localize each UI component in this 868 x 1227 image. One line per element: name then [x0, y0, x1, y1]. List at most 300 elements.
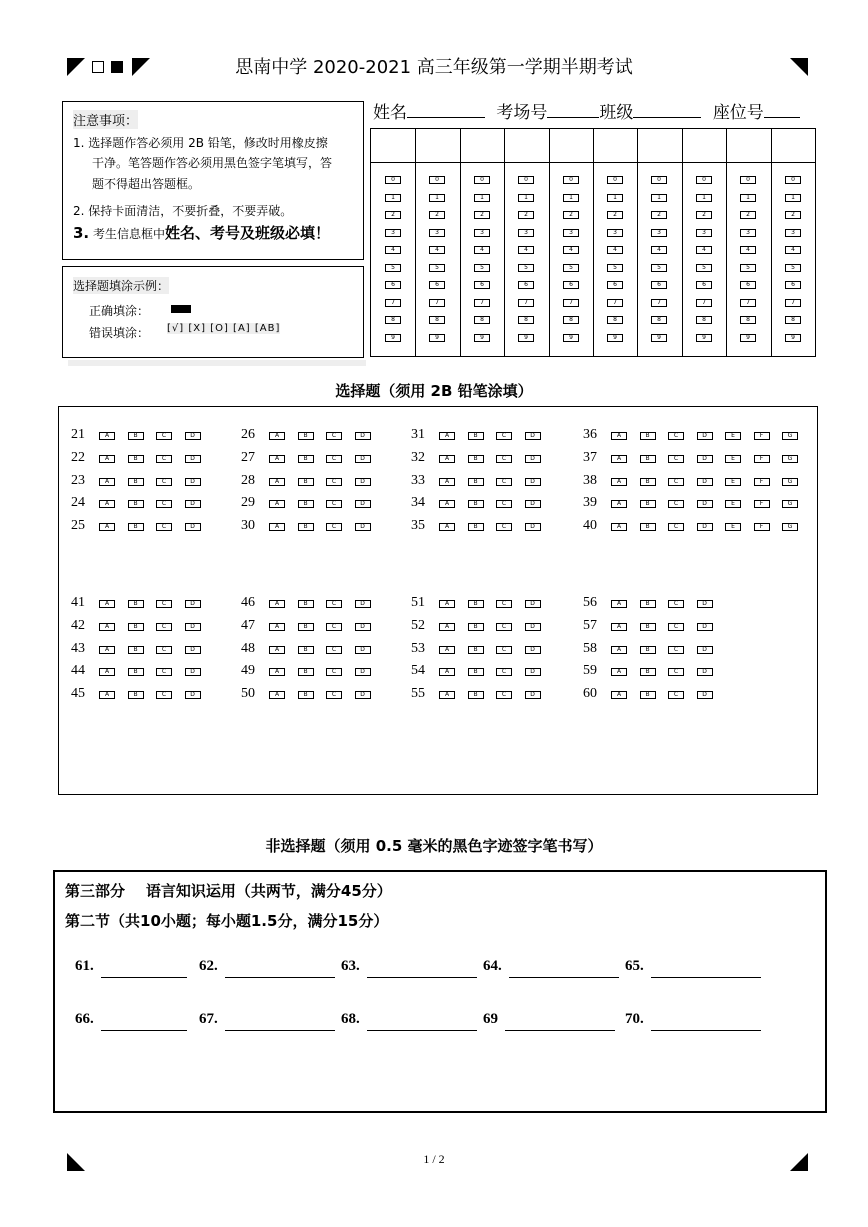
id-digit-bubble[interactable]: 5	[785, 264, 801, 272]
answer-option-bubble[interactable]: C	[326, 691, 342, 699]
id-digit-bubble[interactable]: 3	[474, 229, 490, 237]
answer-option-bubble[interactable]: B	[640, 478, 656, 486]
answer-option-bubble[interactable]: C	[496, 623, 512, 631]
answer-option-bubble[interactable]: A	[99, 668, 115, 676]
class-field[interactable]	[633, 117, 701, 118]
id-digit-bubble[interactable]: 9	[563, 334, 579, 342]
answer-option-bubble[interactable]: D	[185, 523, 201, 531]
id-digit-bubble[interactable]: 5	[607, 264, 623, 272]
answer-option-bubble[interactable]: D	[697, 500, 713, 508]
answer-blank-line[interactable]	[101, 1030, 187, 1031]
answer-option-bubble[interactable]: C	[668, 668, 684, 676]
answer-option-bubble[interactable]: C	[668, 646, 684, 654]
id-digit-bubble[interactable]: 2	[518, 211, 534, 219]
answer-option-bubble[interactable]: E	[725, 523, 741, 531]
answer-blank-line[interactable]	[651, 977, 761, 978]
answer-option-bubble[interactable]: A	[99, 523, 115, 531]
id-digit-bubble[interactable]: 4	[607, 246, 623, 254]
id-digit-bubble[interactable]: 7	[785, 299, 801, 307]
answer-option-bubble[interactable]: D	[355, 646, 371, 654]
id-digit-bubble[interactable]: 8	[785, 316, 801, 324]
id-digit-bubble[interactable]: 3	[785, 229, 801, 237]
answer-option-bubble[interactable]: A	[439, 455, 455, 463]
answer-blank-line[interactable]	[225, 1030, 335, 1031]
answer-option-bubble[interactable]: A	[611, 668, 627, 676]
answer-option-bubble[interactable]: D	[697, 455, 713, 463]
answer-option-bubble[interactable]: B	[128, 691, 144, 699]
answer-option-bubble[interactable]: A	[611, 455, 627, 463]
id-digit-bubble[interactable]: 9	[607, 334, 623, 342]
answer-option-bubble[interactable]: A	[99, 623, 115, 631]
answer-option-bubble[interactable]: A	[439, 523, 455, 531]
id-digit-bubble[interactable]: 5	[429, 264, 445, 272]
id-digit-bubble[interactable]: 9	[474, 334, 490, 342]
answer-blank-label: 63.	[341, 958, 360, 974]
answer-option-bubble[interactable]: C	[496, 600, 512, 608]
answer-option-bubble[interactable]: B	[640, 691, 656, 699]
answer-option-bubble[interactable]: C	[668, 455, 684, 463]
answer-option-bubble[interactable]: D	[525, 523, 541, 531]
answer-option-bubble[interactable]: E	[725, 455, 741, 463]
answer-option-bubble[interactable]: B	[128, 600, 144, 608]
id-digit-bubble[interactable]: 8	[429, 316, 445, 324]
answer-option-bubble[interactable]: A	[269, 455, 285, 463]
answer-option-bubble[interactable]: A	[611, 600, 627, 608]
question-number: 34	[411, 495, 425, 511]
answer-option-bubble[interactable]: C	[496, 500, 512, 508]
answer-option-bubble[interactable]: C	[326, 668, 342, 676]
answer-option-bubble[interactable]: B	[298, 646, 314, 654]
answer-option-bubble[interactable]: B	[640, 500, 656, 508]
answer-option-bubble[interactable]: B	[468, 432, 484, 440]
id-digit-bubble[interactable]: 8	[563, 316, 579, 324]
answer-option-bubble[interactable]: C	[668, 523, 684, 531]
answer-option-bubble[interactable]: C	[668, 623, 684, 631]
answer-option-bubble[interactable]: A	[99, 455, 115, 463]
answer-option-bubble[interactable]: D	[185, 600, 201, 608]
answer-blank-line[interactable]	[225, 977, 335, 978]
answer-option-bubble[interactable]: A	[99, 432, 115, 440]
id-digit-bubble[interactable]: 8	[474, 316, 490, 324]
answer-option-bubble[interactable]: D	[525, 455, 541, 463]
id-digit-bubble[interactable]: 8	[651, 316, 667, 324]
answer-option-bubble[interactable]: B	[640, 668, 656, 676]
id-digit-bubble[interactable]: 5	[563, 264, 579, 272]
answer-option-bubble[interactable]: C	[326, 478, 342, 486]
id-grid	[370, 128, 816, 357]
id-digit-bubble[interactable]: 7	[651, 299, 667, 307]
id-digit-bubble[interactable]: 5	[385, 264, 401, 272]
answer-option-bubble[interactable]: D	[697, 432, 713, 440]
id-digit-bubble[interactable]: 0	[518, 176, 534, 184]
answer-option-bubble[interactable]: C	[326, 600, 342, 608]
question-number: 33	[411, 472, 425, 488]
answer-option-bubble[interactable]: D	[697, 600, 713, 608]
answer-option-bubble[interactable]: F	[754, 478, 770, 486]
id-digit-bubble[interactable]: 7	[607, 299, 623, 307]
answer-option-bubble[interactable]: A	[611, 623, 627, 631]
seat-field[interactable]	[764, 117, 800, 118]
id-digit-bubble[interactable]: 4	[563, 246, 579, 254]
id-digit-bubble[interactable]: 0	[385, 176, 401, 184]
answer-option-bubble[interactable]: C	[668, 691, 684, 699]
answer-option-bubble[interactable]: D	[697, 668, 713, 676]
answer-option-bubble[interactable]: B	[128, 523, 144, 531]
answer-option-bubble[interactable]: C	[326, 432, 342, 440]
answer-option-bubble[interactable]: A	[611, 432, 627, 440]
id-digit-bubble[interactable]: 2	[607, 211, 623, 219]
answer-option-bubble[interactable]: B	[640, 523, 656, 531]
id-digit-bubble[interactable]: 4	[429, 246, 445, 254]
answer-option-bubble[interactable]: B	[298, 500, 314, 508]
answer-option-bubble[interactable]: G	[782, 500, 798, 508]
answer-option-bubble[interactable]: D	[185, 432, 201, 440]
answer-option-bubble[interactable]: A	[439, 500, 455, 508]
answer-option-bubble[interactable]: B	[468, 668, 484, 676]
id-digit-bubble[interactable]: 6	[607, 281, 623, 289]
answer-option-bubble[interactable]: B	[640, 432, 656, 440]
id-digit-bubble[interactable]: 2	[651, 211, 667, 219]
id-digit-bubble[interactable]: 1	[696, 194, 712, 202]
answer-blank-line[interactable]	[367, 977, 477, 978]
answer-option-bubble[interactable]: B	[640, 646, 656, 654]
answer-option-bubble[interactable]: C	[326, 523, 342, 531]
answer-option-bubble[interactable]: D	[355, 500, 371, 508]
id-grid-column-divider	[549, 129, 550, 356]
answer-option-bubble[interactable]: A	[99, 600, 115, 608]
answer-option-bubble[interactable]: B	[128, 478, 144, 486]
answer-option-bubble[interactable]: D	[355, 600, 371, 608]
id-digit-bubble[interactable]: 8	[385, 316, 401, 324]
answer-option-bubble[interactable]: A	[269, 623, 285, 631]
answer-blank-line[interactable]	[101, 977, 187, 978]
answer-option-bubble[interactable]: B	[468, 478, 484, 486]
answer-option-bubble[interactable]: A	[611, 478, 627, 486]
answer-option-bubble[interactable]: C	[496, 432, 512, 440]
id-digit-bubble[interactable]: 0	[651, 176, 667, 184]
id-digit-bubble[interactable]: 4	[385, 246, 401, 254]
answer-option-bubble[interactable]: E	[725, 432, 741, 440]
answer-option-bubble[interactable]: B	[298, 668, 314, 676]
answer-option-bubble[interactable]: C	[668, 432, 684, 440]
answer-option-bubble[interactable]: C	[496, 523, 512, 531]
answer-option-bubble[interactable]: C	[496, 646, 512, 654]
answer-blank-line[interactable]	[509, 977, 619, 978]
id-digit-bubble[interactable]: 4	[696, 246, 712, 254]
id-digit-bubble[interactable]: 6	[696, 281, 712, 289]
id-digit-bubble[interactable]: 1	[518, 194, 534, 202]
answer-option-bubble[interactable]: D	[697, 623, 713, 631]
answer-blank-line[interactable]	[651, 1030, 761, 1031]
answer-option-bubble[interactable]: D	[355, 668, 371, 676]
id-digit-bubble[interactable]: 6	[518, 281, 534, 289]
answer-option-bubble[interactable]: B	[468, 691, 484, 699]
answer-option-bubble[interactable]: A	[269, 432, 285, 440]
answer-option-bubble[interactable]: D	[185, 691, 201, 699]
answer-option-bubble[interactable]: C	[156, 523, 172, 531]
id-digit-bubble[interactable]: 9	[651, 334, 667, 342]
answer-option-bubble[interactable]: D	[185, 500, 201, 508]
id-digit-bubble[interactable]: 6	[651, 281, 667, 289]
answer-option-bubble[interactable]: A	[269, 500, 285, 508]
id-digit-bubble[interactable]: 4	[740, 246, 756, 254]
answer-option-bubble[interactable]: B	[128, 455, 144, 463]
answer-option-bubble[interactable]: C	[156, 478, 172, 486]
answer-option-bubble[interactable]: B	[128, 432, 144, 440]
id-digit-bubble[interactable]: 4	[474, 246, 490, 254]
answer-option-bubble[interactable]: B	[468, 600, 484, 608]
id-digit-bubble[interactable]: 3	[696, 229, 712, 237]
answer-option-bubble[interactable]: C	[496, 691, 512, 699]
answer-option-bubble[interactable]: D	[185, 668, 201, 676]
id-digit-bubble[interactable]: 0	[474, 176, 490, 184]
answer-option-bubble[interactable]: B	[128, 668, 144, 676]
answer-option-bubble[interactable]: A	[269, 646, 285, 654]
id-digit-bubble[interactable]: 3	[607, 229, 623, 237]
answer-option-bubble[interactable]: A	[611, 523, 627, 531]
answer-option-bubble[interactable]: G	[782, 523, 798, 531]
id-digit-bubble[interactable]: 7	[474, 299, 490, 307]
answer-option-bubble[interactable]: B	[298, 623, 314, 631]
id-digit-bubble[interactable]: 7	[563, 299, 579, 307]
id-digit-bubble[interactable]: 6	[740, 281, 756, 289]
answer-option-bubble[interactable]: A	[439, 623, 455, 631]
id-digit-bubble[interactable]: 2	[696, 211, 712, 219]
answer-option-bubble[interactable]: B	[298, 691, 314, 699]
answer-option-bubble[interactable]: C	[156, 646, 172, 654]
id-digit-bubble[interactable]: 2	[785, 211, 801, 219]
answer-option-bubble[interactable]: C	[156, 691, 172, 699]
answer-option-bubble[interactable]: B	[468, 523, 484, 531]
answer-option-bubble[interactable]: C	[668, 478, 684, 486]
id-digit-bubble[interactable]: 1	[474, 194, 490, 202]
id-digit-bubble[interactable]: 4	[518, 246, 534, 254]
id-digit-bubble[interactable]: 8	[696, 316, 712, 324]
answer-option-bubble[interactable]: C	[326, 646, 342, 654]
id-digit-bubble[interactable]: 9	[518, 334, 534, 342]
id-digit-bubble[interactable]: 0	[785, 176, 801, 184]
answer-option-bubble[interactable]: B	[298, 523, 314, 531]
answer-option-bubble[interactable]: D	[525, 600, 541, 608]
answer-option-bubble[interactable]: A	[611, 500, 627, 508]
answer-option-bubble[interactable]: D	[525, 646, 541, 654]
answer-option-bubble[interactable]: A	[439, 600, 455, 608]
answer-option-bubble[interactable]: B	[128, 500, 144, 508]
notice-box	[62, 101, 364, 260]
id-digit-bubble[interactable]: 6	[785, 281, 801, 289]
answer-option-bubble[interactable]: B	[468, 500, 484, 508]
question-number: 36	[583, 427, 597, 442]
answer-option-bubble[interactable]: A	[99, 478, 115, 486]
answer-option-bubble[interactable]: D	[185, 478, 201, 486]
answer-option-bubble[interactable]: A	[611, 691, 627, 699]
id-digit-bubble[interactable]: 5	[474, 264, 490, 272]
answer-option-bubble[interactable]: C	[668, 600, 684, 608]
answer-option-bubble[interactable]: A	[439, 691, 455, 699]
answer-option-bubble[interactable]: E	[725, 478, 741, 486]
id-digit-bubble[interactable]: 5	[696, 264, 712, 272]
answer-option-bubble[interactable]: A	[269, 523, 285, 531]
answer-option-bubble[interactable]: E	[725, 500, 741, 508]
answer-option-bubble[interactable]: C	[668, 500, 684, 508]
id-digit-bubble[interactable]: 9	[740, 334, 756, 342]
answer-option-bubble[interactable]: D	[185, 646, 201, 654]
id-digit-bubble[interactable]: 1	[563, 194, 579, 202]
answer-option-bubble[interactable]: D	[185, 455, 201, 463]
id-digit-bubble[interactable]: 0	[740, 176, 756, 184]
answer-option-bubble[interactable]: A	[439, 668, 455, 676]
answer-option-bubble[interactable]: D	[355, 523, 371, 531]
answer-option-bubble[interactable]: D	[355, 478, 371, 486]
answer-option-bubble[interactable]: F	[754, 523, 770, 531]
answer-option-bubble[interactable]: C	[156, 432, 172, 440]
answer-option-bubble[interactable]: C	[326, 500, 342, 508]
id-digit-bubble[interactable]: 7	[696, 299, 712, 307]
id-digit-bubble[interactable]: 6	[385, 281, 401, 289]
id-digit-bubble[interactable]: 3	[385, 229, 401, 237]
answer-option-bubble[interactable]: C	[496, 478, 512, 486]
exam-room-field[interactable]	[547, 117, 599, 118]
answer-option-bubble[interactable]: C	[156, 600, 172, 608]
answer-option-bubble[interactable]: B	[640, 455, 656, 463]
answer-option-bubble[interactable]: D	[697, 691, 713, 699]
answer-option-bubble[interactable]: D	[697, 646, 713, 654]
id-digit-bubble[interactable]: 3	[518, 229, 534, 237]
answer-option-bubble[interactable]: A	[269, 691, 285, 699]
answer-option-bubble[interactable]: D	[525, 478, 541, 486]
answer-option-bubble[interactable]: F	[754, 455, 770, 463]
id-digit-bubble[interactable]: 0	[429, 176, 445, 184]
answer-option-bubble[interactable]: C	[496, 668, 512, 676]
answer-option-bubble[interactable]: B	[640, 623, 656, 631]
answer-option-bubble[interactable]: C	[326, 455, 342, 463]
fill-example-title: 选择题填涂示例：	[73, 279, 170, 293]
question-number: 38	[583, 472, 597, 488]
id-digit-bubble[interactable]: 2	[563, 211, 579, 219]
id-digit-bubble[interactable]: 2	[385, 211, 401, 219]
answer-option-bubble[interactable]: D	[525, 691, 541, 699]
answer-option-bubble[interactable]: G	[782, 432, 798, 440]
answer-option-bubble[interactable]: D	[355, 455, 371, 463]
id-digit-bubble[interactable]: 7	[740, 299, 756, 307]
answer-option-bubble[interactable]: D	[697, 478, 713, 486]
id-digit-bubble[interactable]: 3	[563, 229, 579, 237]
answer-option-bubble[interactable]: B	[298, 478, 314, 486]
id-digit-bubble[interactable]: 2	[740, 211, 756, 219]
answer-option-bubble[interactable]: C	[156, 623, 172, 631]
id-digit-bubble[interactable]: 1	[785, 194, 801, 202]
answer-option-bubble[interactable]: D	[355, 691, 371, 699]
id-digit-bubble[interactable]: 9	[696, 334, 712, 342]
id-digit-bubble[interactable]: 1	[429, 194, 445, 202]
answer-option-bubble[interactable]: D	[185, 623, 201, 631]
id-digit-bubble[interactable]: 4	[785, 246, 801, 254]
answer-option-bubble[interactable]: D	[525, 432, 541, 440]
id-digit-bubble[interactable]: 8	[518, 316, 534, 324]
id-digit-bubble[interactable]: 5	[740, 264, 756, 272]
answer-option-bubble[interactable]: A	[439, 646, 455, 654]
id-digit-bubble[interactable]: 9	[429, 334, 445, 342]
id-digit-bubble[interactable]: 4	[651, 246, 667, 254]
answer-option-bubble[interactable]: A	[99, 691, 115, 699]
id-digit-bubble[interactable]: 7	[385, 299, 401, 307]
answer-option-bubble[interactable]: A	[611, 646, 627, 654]
answer-blank-line[interactable]	[367, 1030, 477, 1031]
answer-option-bubble[interactable]: A	[269, 478, 285, 486]
id-digit-bubble[interactable]: 1	[607, 194, 623, 202]
id-digit-bubble[interactable]: 1	[385, 194, 401, 202]
answer-option-bubble[interactable]: B	[468, 455, 484, 463]
answer-option-bubble[interactable]: A	[99, 646, 115, 654]
question-number: 47	[241, 617, 255, 633]
id-digit-bubble[interactable]: 6	[563, 281, 579, 289]
id-digit-bubble[interactable]: 3	[429, 229, 445, 237]
answer-option-bubble[interactable]: C	[326, 623, 342, 631]
answer-option-bubble[interactable]: B	[298, 600, 314, 608]
id-digit-bubble[interactable]: 3	[740, 229, 756, 237]
id-digit-bubble[interactable]: 2	[429, 211, 445, 219]
id-digit-bubble[interactable]: 5	[518, 264, 534, 272]
answer-option-bubble[interactable]: F	[754, 500, 770, 508]
name-field[interactable]	[407, 117, 485, 118]
answer-blank-label: 62.	[199, 958, 218, 974]
answer-option-bubble[interactable]: B	[640, 600, 656, 608]
id-digit-bubble[interactable]: 0	[563, 176, 579, 184]
id-digit-bubble[interactable]: 9	[785, 334, 801, 342]
answer-option-bubble[interactable]: A	[439, 478, 455, 486]
id-digit-bubble[interactable]: 7	[518, 299, 534, 307]
answer-option-bubble[interactable]: D	[355, 432, 371, 440]
id-digit-bubble[interactable]: 2	[474, 211, 490, 219]
id-digit-bubble[interactable]: 0	[607, 176, 623, 184]
id-digit-bubble[interactable]: 8	[607, 316, 623, 324]
answer-option-bubble[interactable]: C	[156, 455, 172, 463]
answer-option-bubble[interactable]: A	[269, 600, 285, 608]
id-digit-bubble[interactable]: 3	[651, 229, 667, 237]
answer-option-bubble[interactable]: C	[156, 668, 172, 676]
answer-option-bubble[interactable]: D	[525, 623, 541, 631]
answer-option-bubble[interactable]: D	[525, 500, 541, 508]
id-digit-bubble[interactable]: 9	[385, 334, 401, 342]
answer-option-bubble[interactable]: B	[298, 455, 314, 463]
id-digit-bubble[interactable]: 7	[429, 299, 445, 307]
answer-option-bubble[interactable]: D	[355, 623, 371, 631]
answer-option-bubble[interactable]: G	[782, 455, 798, 463]
answer-option-bubble[interactable]: F	[754, 432, 770, 440]
answer-option-bubble[interactable]: C	[156, 500, 172, 508]
answer-option-bubble[interactable]: B	[128, 623, 144, 631]
answer-option-bubble[interactable]: B	[298, 432, 314, 440]
answer-option-bubble[interactable]: C	[496, 455, 512, 463]
answer-option-bubble[interactable]: B	[468, 623, 484, 631]
id-digit-bubble[interactable]: 1	[740, 194, 756, 202]
answer-blank-line[interactable]	[505, 1030, 615, 1031]
id-digit-bubble[interactable]: 1	[651, 194, 667, 202]
id-digit-bubble[interactable]: 6	[474, 281, 490, 289]
id-digit-bubble[interactable]: 6	[429, 281, 445, 289]
answer-option-bubble[interactable]: A	[99, 500, 115, 508]
answer-option-bubble[interactable]: G	[782, 478, 798, 486]
id-digit-bubble[interactable]: 0	[696, 176, 712, 184]
id-digit-bubble[interactable]: 8	[740, 316, 756, 324]
answer-option-bubble[interactable]: D	[697, 523, 713, 531]
answer-option-bubble[interactable]: D	[525, 668, 541, 676]
id-digit-bubble[interactable]: 5	[651, 264, 667, 272]
answer-option-bubble[interactable]: B	[468, 646, 484, 654]
answer-option-bubble[interactable]: A	[439, 432, 455, 440]
answer-option-bubble[interactable]: B	[128, 646, 144, 654]
answer-option-bubble[interactable]: A	[269, 668, 285, 676]
